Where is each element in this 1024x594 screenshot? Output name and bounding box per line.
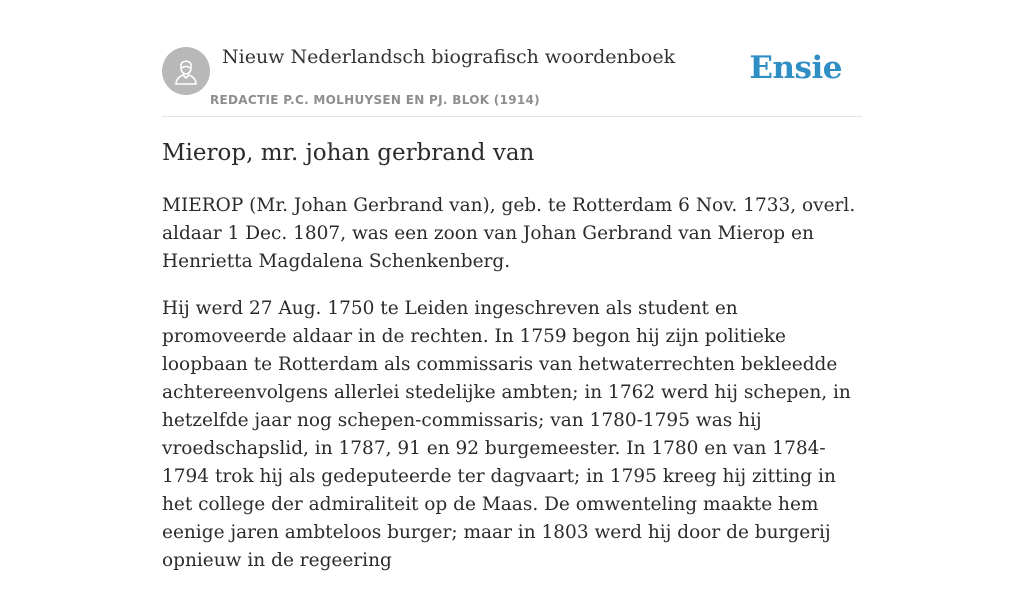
source-editors: REDACTIE P.C. MOLHUYSEN EN PJ. BLOK (1914) <box>210 93 540 107</box>
user-silhouette-icon <box>173 56 199 86</box>
body-paragraph: Hij werd 27 Aug. 1750 te Leiden ingeschreven als student en promoveerde aldaar in de rechten. In 1759 begon hij zijn politieke loopbaan te Rotterdam als commissaris van hetwaterrechten bekleedde achtereenvolgens allerlei stedelijke ambten; in 1762 werd hij schepen, in hetzelfde jaar nog schepen-commissaris; van 1780-1795 was hij vroedschapslid, in 1787, 91 en 92 burgemeester. In 1780 en van 1784-1794 trok hij als gedeputeerde ter dagvaart; in 1795 kreeg hij zitting in het college der admiraliteit op de Maas. De omwenteling maakte hem eenige jaren ambteloos burger; maar in 1803 werd hij door de burgerij opnieuw in de regeering <box>162 298 851 571</box>
brand-logo[interactable]: Ensie <box>749 50 842 86</box>
body-paragraph: MIEROP (Mr. Johan Gerbrand van), geb. te Rotterdam 6 Nov. 1733, overl. aldaar 1 Dec. 1807, was een zoon van Johan Gerbrand van Mierop en Henrietta Magdalena Schenkenberg. <box>162 195 856 272</box>
article-page <box>162 0 862 571</box>
source-header <box>162 0 862 117</box>
entry-body <box>162 192 862 594</box>
source-title[interactable]: Nieuw Nederlandsch biografisch woordenboek <box>222 46 676 68</box>
entry-title: Mierop, mr. johan gerbrand van <box>162 140 535 166</box>
avatar[interactable] <box>162 47 210 95</box>
